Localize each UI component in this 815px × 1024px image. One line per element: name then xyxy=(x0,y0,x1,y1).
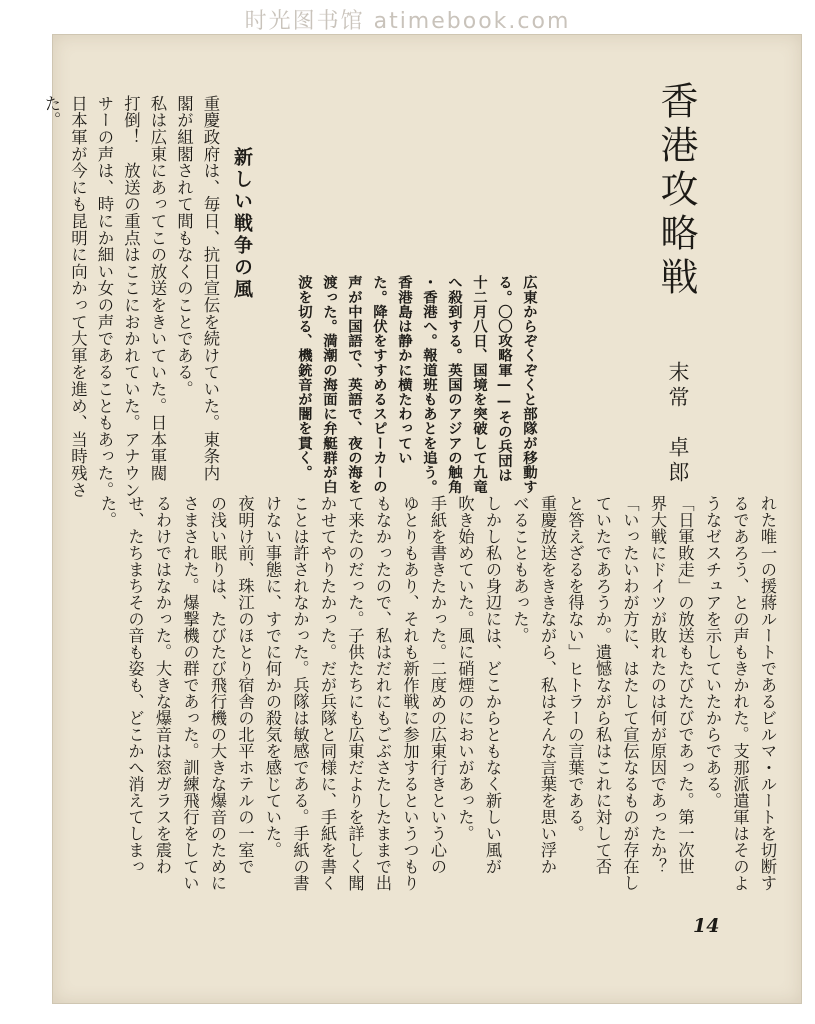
body-text-upper: 重慶政府は、毎日、抗日宣伝を続けていた。東条内 閣が組閣されて間もなくのことである。 私は広東にあってこの放送をきいていた。日本軍閥 打倒！ 放送の重点はここにおかれていた。アナウン サーの声は、時にか細い女の声であることもあった。 日本軍が今にも昆明に向かって大軍を進め、当時残さ た。 xyxy=(42,95,220,499)
article-title: 香港攻略戦 xyxy=(654,81,698,301)
author-name: 末常 卓郎 xyxy=(666,361,690,486)
watermark: 时光图书馆 atimebook.com xyxy=(244,9,571,34)
section-subheading: 新しい戦争の風 xyxy=(231,147,253,301)
body-text-lower: れた唯一の援蔣ルートであるビルマ・ルートを切断す るであろう、との声もきかれた。支那派遣軍はそのよ うなゼスチュアを示していたからである。 「日軍敗走」の放送もたびたびであった。第一次世 界大戦にドイツが敗れたのは何が原因であったか？ 「いったいわが方に、はたして宣伝なるものが存在し ていたであろうか。遺憾ながら私はこれに対して否 と答えざるを得ない」ヒトラーの言葉である。 重慶放送をききながら、私はそんな言葉を思い浮か べることもあった。 しかし私の身辺には、どこからともなく新しい風が 吹き始めていた。風に硝煙のにおいがあった。 手紙を書きたかった。二度めの広東行きという心の ゆとりもあり、それも新作戦に参加するというつもり もなかったので、私はだれにもごぶさたしたままで出 て来たのだった。子供たちにも広東だよりを詳しく聞 かせてやりたかった。だが兵隊と同様に、手紙を書く ことは許されなかった。兵隊は敏感である。手紙の書 けない事態に、すでに何かの殺気を感じていた。 夜明け前、珠江のほとり宿舎の北平ホテルの一室で の浅い眠りは、たびたび飛行機の大きな爆音のために さまされた。爆撃機の群であった。訓練飛行をしてい るわけではなかった。大きな爆音は窓ガラスを震わ せ、たちまちその音も姿も、どこかへ消えてしまっ た。 xyxy=(98,495,777,891)
page-number: 14 xyxy=(693,915,720,937)
lead-paragraph: 広東からぞくぞくと部隊が移動する。〇〇攻略軍——その兵団は 十二月八日、国境を突破して九竜へ殺到する。英国のアジアの触角 ・香港へ。報道班もあとを追う。 香港島は静かに横たわってい た。降伏をすすめるスピーカーの 声が中国語で、英語で、夜の海を 渡った。満潮の海面に弁艇群が白 波を切る、機銃音が闇を貫く。 xyxy=(296,275,537,494)
book-page xyxy=(42,34,802,1004)
